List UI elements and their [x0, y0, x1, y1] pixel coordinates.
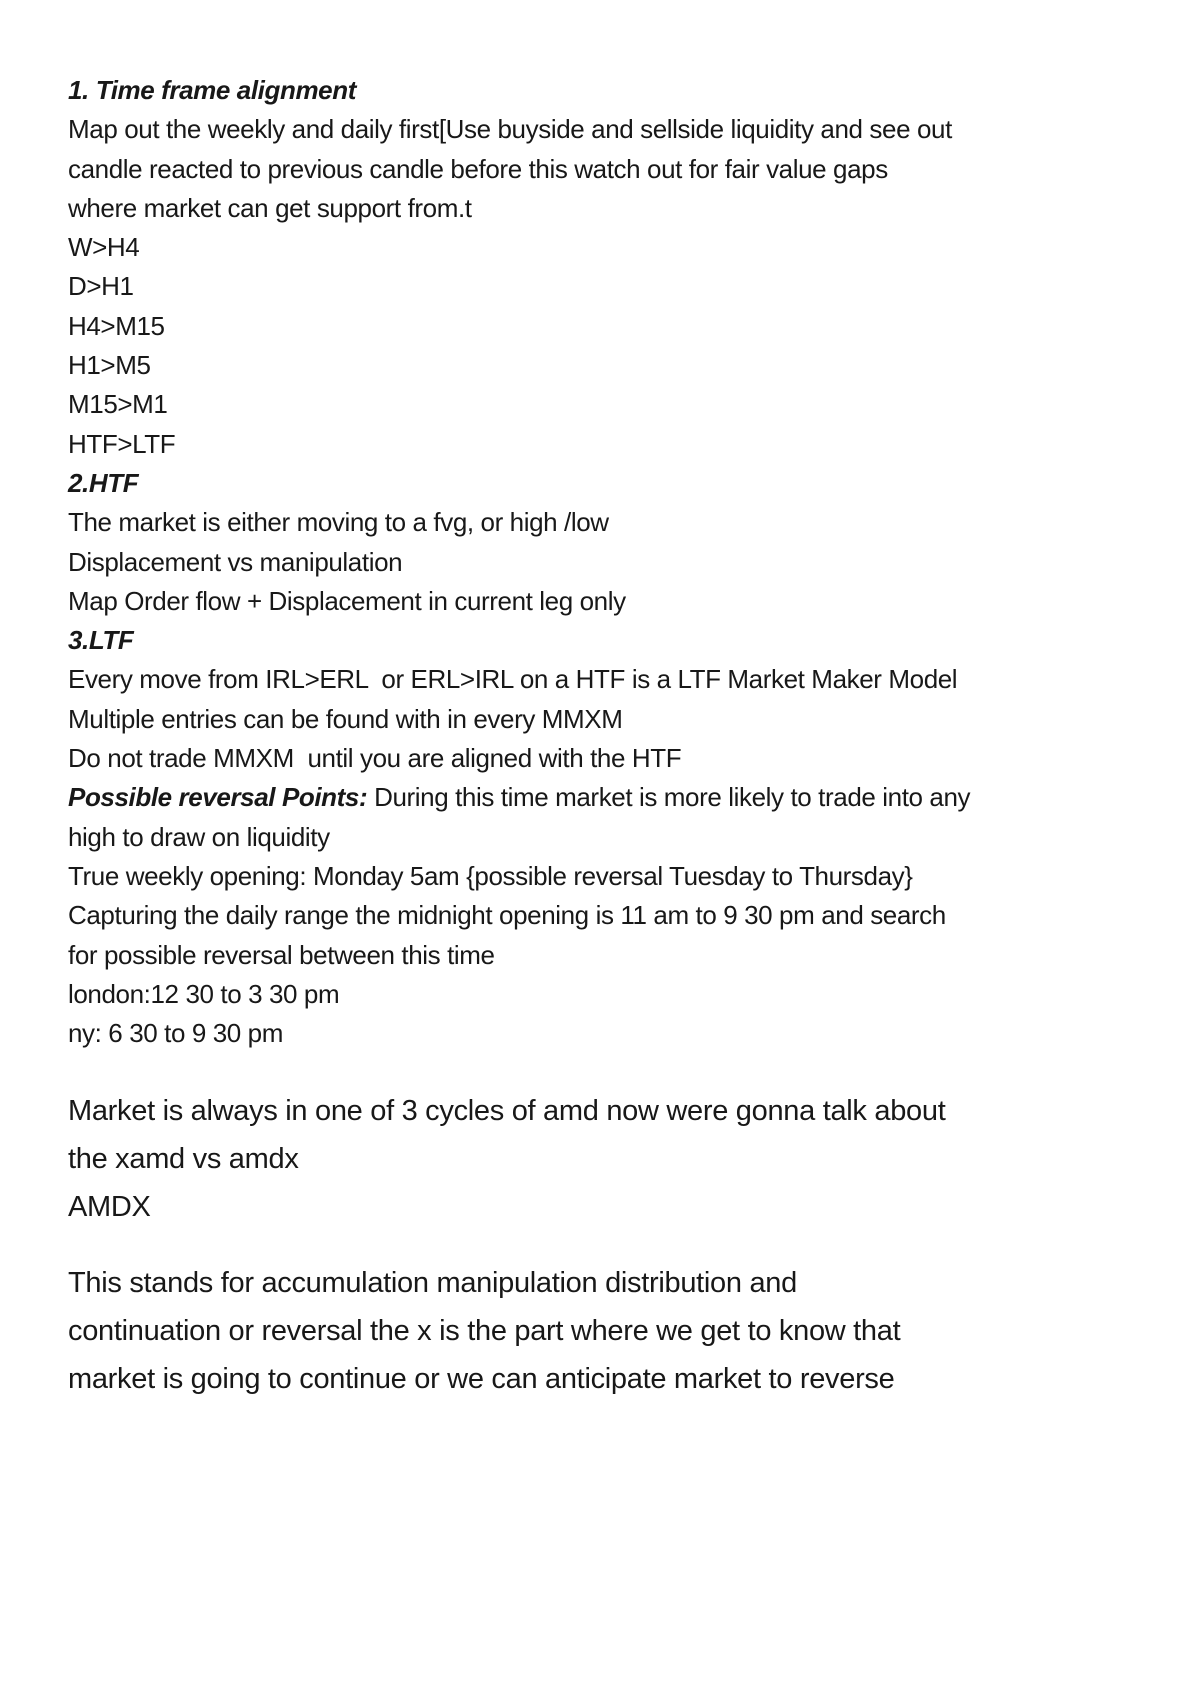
text-line: Capturing the daily range the midnight opening is 11 am to 9 30 pm and search [68, 900, 946, 931]
text-line: Possible reversal Points: During this time market is more likely to trade into any [68, 782, 971, 813]
text-line: high to draw on liquidity [68, 821, 330, 852]
text-line: continuation or reversal the x is the part where we get to know that [68, 1315, 901, 1348]
text-line: Map Order flow + Displacement in current leg only [68, 585, 626, 616]
text-line: Multiple entries can be found with in every MMXM [68, 703, 623, 734]
section-amdx-explanation [68, 1259, 1160, 1403]
heading-line [68, 621, 1160, 660]
text-line: AMDX [68, 1191, 151, 1224]
text-line: W>H4 [68, 232, 140, 263]
text-line: True weekly opening: Monday 5am {possible reversal Tuesday to Thursday} [68, 860, 913, 891]
text-line: Every move from IRL>ERL or ERL>IRL on a HTF is a LTF Market Maker Model [68, 664, 958, 695]
text-line: the xamd vs amdx [68, 1143, 299, 1176]
text-line: This stands for accumulation manipulation distribution and [68, 1267, 797, 1300]
text-line: M15>M1 [68, 389, 168, 420]
text-line: D>H1 [68, 271, 134, 302]
heading-line [68, 464, 1160, 503]
document-content [68, 71, 1160, 1403]
text-line: H1>M5 [68, 350, 151, 381]
text-line: for possible reversal between this time [68, 939, 495, 970]
heading-line [68, 71, 1160, 110]
text-line: ny: 6 30 to 9 30 pm [68, 1018, 283, 1049]
text-line: Market is always in one of 3 cycles of amd now were gonna talk about [68, 1095, 946, 1128]
text-line: where market can get support from.t [68, 192, 472, 223]
text-line: candle reacted to previous candle before this watch out for fair value gaps [68, 153, 888, 184]
text-line: HTF>LTF [68, 428, 176, 459]
text-line: market is going to continue or we can anticipate market to reverse [68, 1363, 895, 1396]
text-line: Map out the weekly and daily first[Use buyside and sellside liquidity and see out [68, 114, 952, 145]
heading-text: 1. Time frame alignment [68, 75, 356, 105]
text-line: H4>M15 [68, 310, 165, 341]
text-line: london:12 30 to 3 30 pm [68, 978, 340, 1009]
text-line: Do not trade MMXM until you are aligned with the HTF [68, 743, 682, 774]
heading-text: 3.LTF [68, 625, 134, 656]
heading-text: 2.HTF [68, 467, 139, 498]
text-line: The market is either moving to a fvg, or high /low [68, 507, 609, 538]
section-amd-cycles [68, 1087, 1160, 1231]
text-line: Displacement vs manipulation [68, 546, 403, 577]
heading-text: Possible reversal Points: [68, 782, 368, 813]
section-timeframe-notes [68, 71, 1160, 1053]
